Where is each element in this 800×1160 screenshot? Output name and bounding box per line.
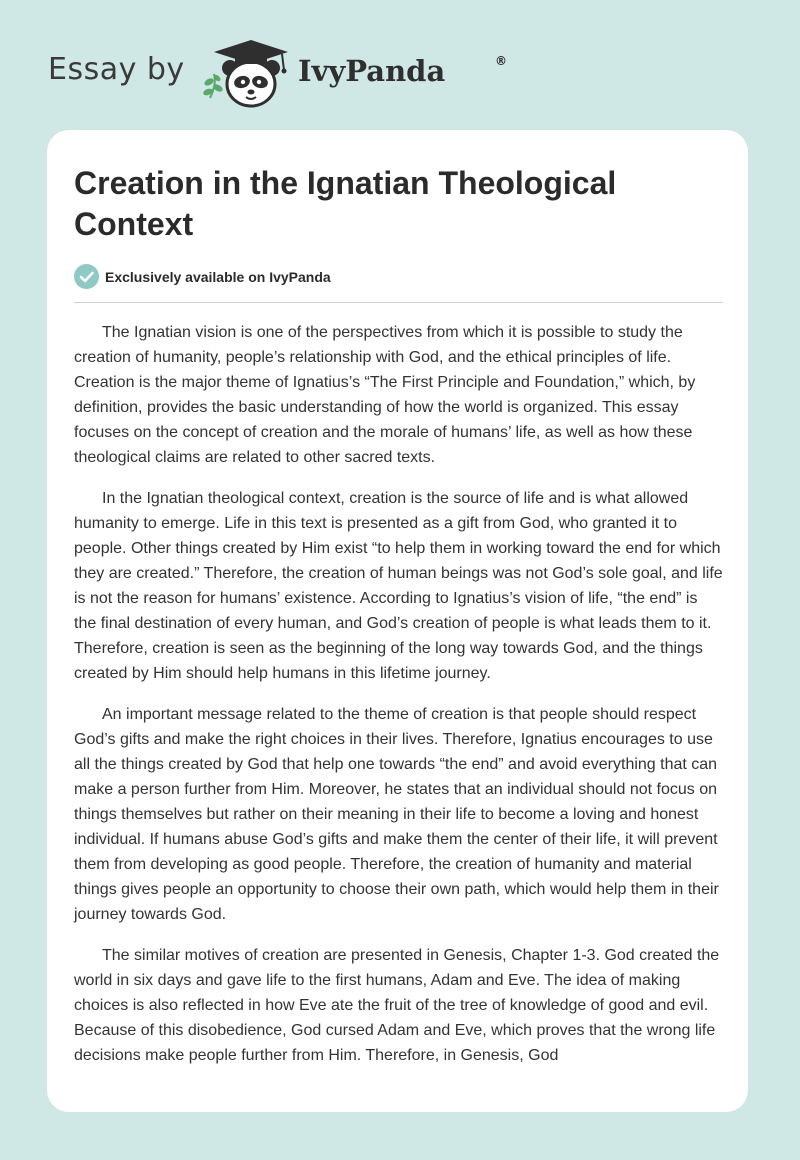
essay-paragraph: The Ignatian vision is one of the perspectives from which it is possible to study the creation of humanity, people’s relationship with God, and the ethical principles of life. Creation is the major theme of Ignatius’s “The First Principle and Foundation,” which, by definition, provides the basic understanding of how the world is organized. This essay focuses on the concept of creation and the morale of humans’ life, as well as how these theological claims are related to other sacred texts. [74, 324, 696, 466]
essay-paragraph: The similar motives of creation are presented in Genesis, Chapter 1-3. God created the world in six days and gave life to the first humans, Adam and Eve. The idea of making choices is also reflected in how Eve ate the fruit of the tree of knowledge of good and evil. Because of this disobedience, God cursed Adam and Eve, which proves that the wrong life decisions make people further from Him. Therefore, in Genesis, God [74, 947, 720, 1064]
essay-paragraph: In the Ignatian theological context, creation is the source of life and is what allowed humanity to emerge. Life in this text is presented as a gift from God, who granted it to people. Other things created by Him exist “to help them in working toward the end for which they are created.” Therefore, the creation of human beings was not God’s sole goal, and life is not the reason for humans’ existence. According to Ignatius’s vision of life, “the end” is the final destination of every human, and God’s creation of people is what leads them to it. Therefore, creation is seen as the beginning of the long way towards God, and the things created by Him should help humans in this lifetime journey. [74, 490, 723, 682]
exclusive-badge-text: Exclusively available on IvyPanda [105, 269, 331, 285]
brand-header [48, 34, 508, 114]
panda-graduate-icon [202, 34, 294, 110]
essay-paragraph: An important message related to the theme of creation is that people should respect God’s gifts and make the right choices in their lives. Therefore, Ignatius encourages to use all the things created by God that help one towards “the end” and avoid everything that can make a person further from Him. Moreover, he states that an individual should not focus on things themselves but rather on their meaning in their life to become a loving and honest individual. If humans abuse God’s gifts and make them the center of their life, it will prevent them from developing as good people. Therefore, the creation of humanity and material things gives people an opportunity to choose their own path, which would help them in their journey towards God. [74, 706, 719, 923]
essay-card [47, 130, 748, 1112]
essay-body [74, 320, 724, 1084]
essay-title: Creation in the Ignatian Theological Context [74, 165, 617, 242]
check-circle-icon [74, 264, 99, 289]
registered-mark: ® [495, 54, 507, 68]
brand-name: IvyPanda [298, 54, 446, 88]
brand-prefix: Essay by [48, 52, 185, 87]
title-divider [74, 302, 723, 303]
